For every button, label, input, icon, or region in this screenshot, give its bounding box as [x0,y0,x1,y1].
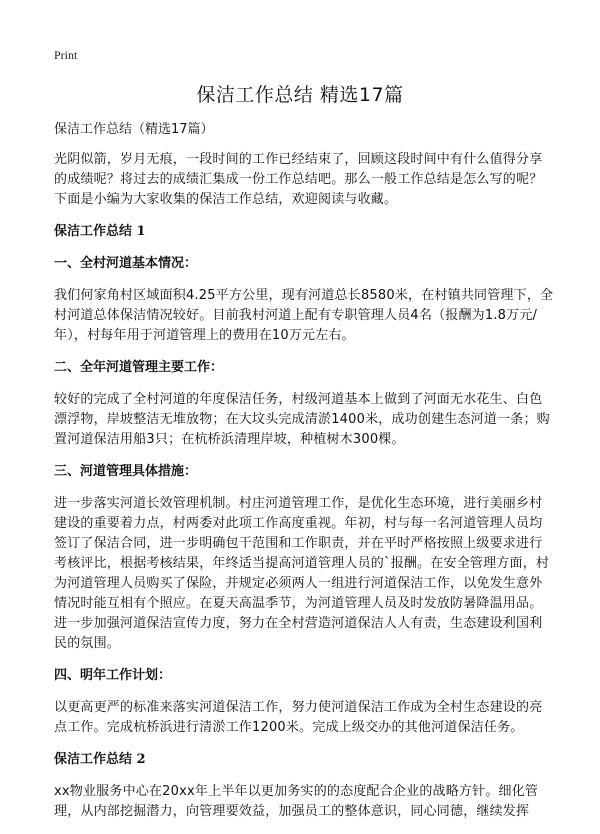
subheading-basic-situation: 一、全村河道基本情况： [54,256,198,271]
section-heading-1: 保洁工作总结 1 [54,224,146,239]
paragraph-measures: 进一步落实河道长效管理机制。村庄河道管理工作，是优化生态环境，进行美丽乡村建设的重要着力点，村两委对此项工作高度重视。年初，村与每一名河道管理人员均签订了保洁合同，进一步明确包干范围和工作职责，并在平时严格按照上级要求进行考核评比，根据考核结果，年终适当提高河道管理人员的`报酬。在安全管理方面，村为河道管理人员购买了保险，并规定必须两人一组进行河道保洁工作，以免发生意外情况时能互相有个照应。在夏天高温季节，为河道管理人员及时发放防暑降温用品。进一步加强河道保洁宣传力度，努力在全村营造河道保洁人人有责，生态建设利国利民的氛围。 [54,496,550,651]
intro-paragraph: 光阴似箭，岁月无痕，一段时间的工作已经结束了，回顾这段时间中有什么值得分享的成绩呢？将过去的成绩汇集成一份工作总结吧。那么一般工作总结是怎么写的呢？下面是小编为大家收集的保洁工作总结，欢迎阅读与收藏。 [54,152,543,207]
subheading-main-work: 二、全年河道管理主要工作： [54,360,224,375]
subheading-measures: 三、河道管理具体措施： [54,464,198,479]
page-title: 保洁工作总结 精选17篇 [196,84,404,106]
paragraph-basic-situation: 我们何家角村区域面积4.25平方公里，现有河道总长8580米，在村镇共同管理下，全村河道总体保洁情况较好。目前我村河道上配有专职管理人员4名（报酬为1.8万元/年），村每年用于河道管理上的费用在10万元左右。 [54,288,554,343]
paragraph-main-work: 较好的完成了全村河道的年度保洁任务，村级河道基本上做到了河面无水花生、白色漂浮物，岸坡整洁无堆放物；在大坟头完成清淤1400米，成功创建生态河道一条；购置河道保洁用船3只；在杭桥浜清理岸坡，种植树木300棵。 [54,392,550,447]
document-body [54,120,554,834]
subheading-next-year-plan: 四、明年工作计划： [54,668,172,683]
paragraph-section-2: xx物业服务中心在20xx年上半年以更加务实的的态度配合企业的战略方针。细化管理，从内部挖掘潜力，向管理要效益，加强员工的整体意识，同心同德，继续发挥 [54,784,539,819]
section-heading-2: 保洁工作总结 2 [54,752,146,767]
document-subtitle: 保洁工作总结（精选17篇） [54,122,214,137]
print-link[interactable]: Print [54,48,78,62]
paragraph-next-year-plan: 以更高更严的标准来落实河道保洁工作，努力使河道保洁工作成为全村生态建设的亮点工作。完成杭桥浜进行清淤工作1200米。完成上级交办的其他河道保洁任务。 [54,700,543,735]
